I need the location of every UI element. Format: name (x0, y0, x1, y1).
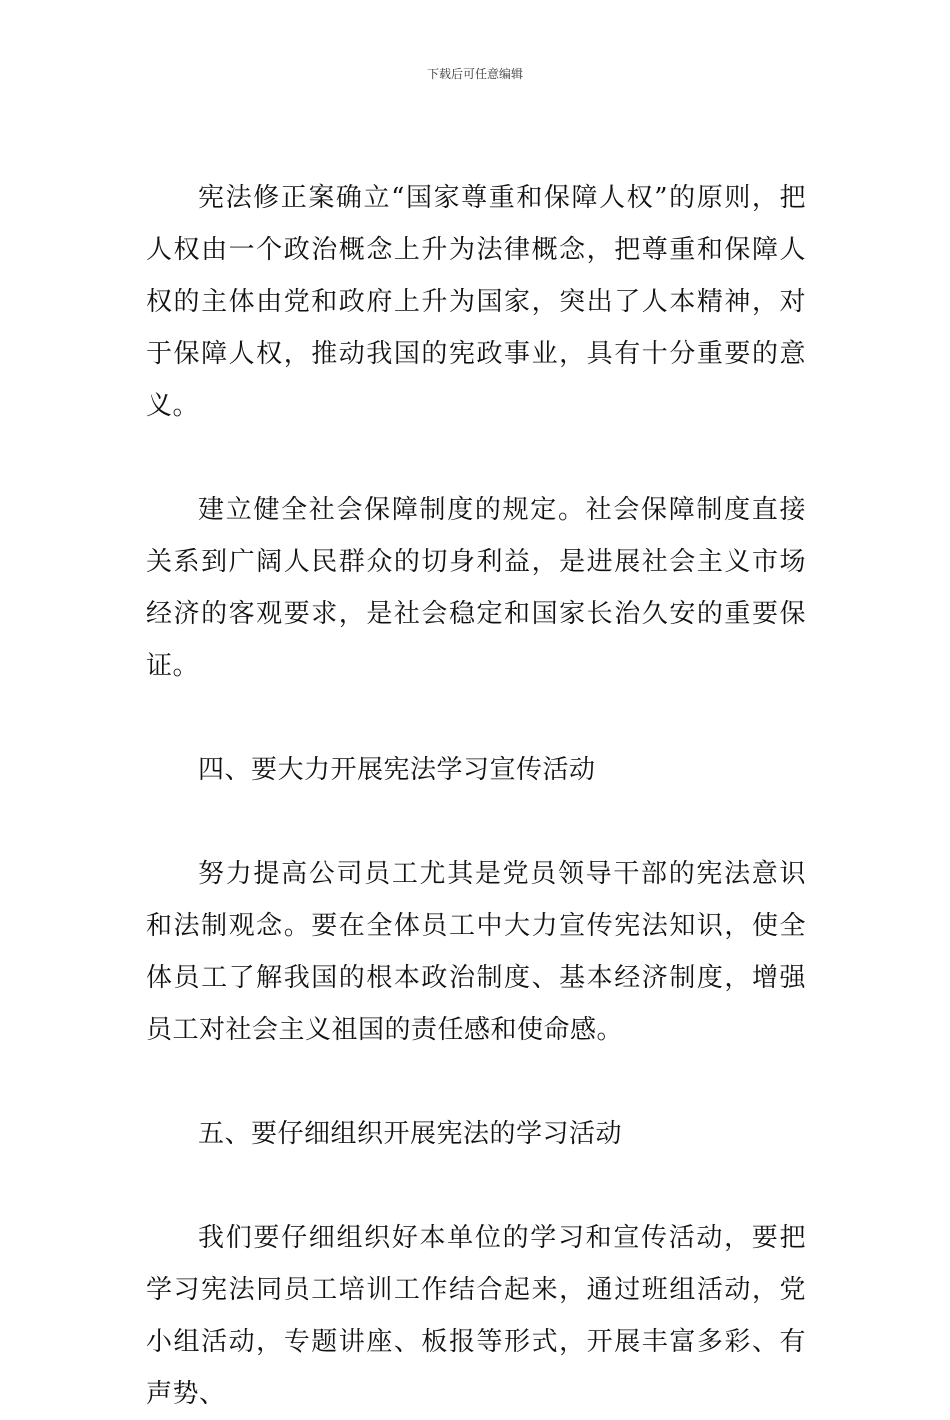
paragraph-gap (146, 692, 806, 744)
paragraph-gap (146, 1160, 806, 1212)
paragraph-gap (146, 796, 806, 848)
paragraph-gap (146, 432, 806, 484)
paragraph-organize-study: 我们要仔细组织好本单位的学习和宣传活动，要把学习宪法同员工培训工作结合起来，通过班组活动，党小组活动，专题讲座、板报等形式，开展丰富多彩、有声势、 (146, 1223, 806, 1409)
section-heading-four: 四、要大力开展宪法学习宣传活动 (198, 755, 596, 785)
paragraph-social-security: 建立健全社会保障制度的规定。社会保障制度直接关系到广阔人民群众的切身利益，是进展社会主义市场经济的客观要求，是社会稳定和国家长治久安的重要保证。 (146, 495, 806, 681)
paragraph-gap (146, 1056, 806, 1108)
section-heading-five: 五、要仔细组织开展宪法的学习活动 (198, 1119, 623, 1149)
header-note: 下载后可任意编辑 (426, 67, 523, 81)
paragraph-human-rights: 宪法修正案确立“国家尊重和保障人权”的原则，把人权由一个政治概念上升为法律概念，把尊重和保障人权的主体由党和政府上升为国家，突出了人本精神，对于保障人权，推动我国的宪政事业，具有十分重要的意义。 (146, 183, 806, 421)
paragraph-awareness: 努力提高公司员工尤其是党员领导干部的宪法意识和法制观念。要在全体员工中大力宣传宪法知识，使全体员工了解我国的根本政治制度、基本经济制度，增强员工对社会主义祖国的责任感和使命感。 (146, 859, 806, 1045)
document-body (146, 172, 806, 1420)
